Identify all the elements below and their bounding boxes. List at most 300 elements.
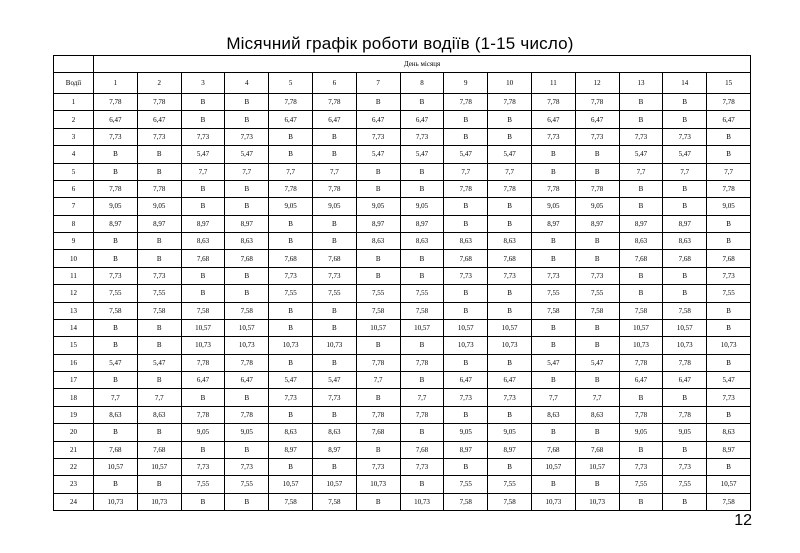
table-cell: 7,58 [707,493,751,510]
table-cell: В [575,372,619,389]
table-row [54,198,751,215]
table-cell: 7,68 [663,250,707,267]
table-cell: 10,73 [444,337,488,354]
table-cell: 7,68 [575,441,619,458]
driver-number: 16 [54,354,94,371]
table-row [54,128,751,145]
table-cell: В [225,493,269,510]
day-header: 5 [269,73,313,94]
table-cell: 7,73 [575,128,619,145]
table-cell: 7,73 [225,458,269,475]
table-cell: 9,05 [619,424,663,441]
table-cell: В [619,267,663,284]
table-cell: 10,73 [269,337,313,354]
driver-number: 14 [54,319,94,336]
table-cell: 7,73 [707,267,751,284]
table-cell: 7,78 [575,180,619,197]
table-cell: 5,47 [400,146,444,163]
table-cell: 7,55 [225,476,269,493]
driver-number: 23 [54,476,94,493]
table-cell: 7,55 [400,285,444,302]
table-cell: В [94,250,138,267]
table-cell: В [531,146,575,163]
table-cell: 6,47 [137,111,181,128]
table-cell: В [269,215,313,232]
table-cell: В [356,389,400,406]
table-cell: В [488,406,532,423]
table-cell: 7,73 [94,128,138,145]
table-cell: 7,68 [619,250,663,267]
driver-number: 20 [54,424,94,441]
table-cell: 8,63 [94,406,138,423]
table-row [54,267,751,284]
table-cell: В [575,476,619,493]
table-cell: В [94,424,138,441]
table-cell: 7,55 [488,476,532,493]
table-cell: В [663,285,707,302]
day-header: 3 [181,73,225,94]
table-cell: В [444,354,488,371]
table-cell: В [619,111,663,128]
table-cell: В [269,146,313,163]
table-row [54,146,751,163]
table-cell: 9,05 [531,198,575,215]
table-cell: В [137,476,181,493]
table-cell: 5,47 [619,146,663,163]
table-cell: 7,78 [400,406,444,423]
table-cell: В [400,476,444,493]
table-cell: В [137,250,181,267]
table-cell: В [531,250,575,267]
table-cell: В [488,198,532,215]
table-cell: 10,73 [225,337,269,354]
table-cell: 7,68 [356,424,400,441]
table-cell: 10,73 [312,337,356,354]
table-cell: 7,78 [619,354,663,371]
table-cell: 7,55 [707,285,751,302]
day-header: 9 [444,73,488,94]
page-title: Місячний графік роботи водіїв (1-15 число) [226,34,574,53]
day-header: 7 [356,73,400,94]
table-cell: 7,68 [707,250,751,267]
day-header: 8 [400,73,444,94]
table-cell: 7,7 [531,389,575,406]
table-cell: 8,63 [663,233,707,250]
table-cell: 7,73 [531,128,575,145]
row-header: Водії [54,73,94,94]
table-cell: В [137,146,181,163]
table-cell: 10,73 [707,337,751,354]
table-cell: В [575,337,619,354]
table-cell: 9,05 [575,198,619,215]
table-cell: 8,63 [137,406,181,423]
table-row [54,337,751,354]
table-cell: 10,73 [94,493,138,510]
table-row [54,389,751,406]
table-cell: 7,55 [444,476,488,493]
table-cell: 8,63 [488,233,532,250]
table-cell: В [269,319,313,336]
table-cell: В [94,476,138,493]
table-cell: 7,68 [531,441,575,458]
table-cell: 8,63 [312,424,356,441]
table-cell: 7,78 [269,180,313,197]
header-row-days [54,73,751,94]
table-cell: 8,97 [94,215,138,232]
table-cell: 7,78 [225,354,269,371]
table-cell: 7,68 [225,250,269,267]
driver-number: 5 [54,163,94,180]
day-header: 10 [488,73,532,94]
table-cell: В [619,198,663,215]
driver-number: 11 [54,267,94,284]
table-cell: 7,73 [488,267,532,284]
table-cell: 7,78 [488,180,532,197]
table-cell: 8,63 [400,233,444,250]
table-cell: 7,78 [269,94,313,111]
table-cell: В [663,389,707,406]
table-cell: В [663,111,707,128]
table-cell: 6,47 [400,111,444,128]
driver-number: 13 [54,302,94,319]
table-cell: В [707,319,751,336]
table-row [54,180,751,197]
table-cell: 7,73 [181,458,225,475]
table-cell: 7,55 [269,285,313,302]
table-cell: 6,47 [356,111,400,128]
table-row [54,476,751,493]
table-cell: В [400,424,444,441]
table-cell: В [488,285,532,302]
table-cell: 7,58 [312,493,356,510]
table-cell: 8,63 [707,424,751,441]
table-cell: В [225,198,269,215]
table-cell: В [312,302,356,319]
table-cell: 7,78 [488,94,532,111]
table-cell: 7,73 [400,128,444,145]
table-cell: 7,68 [94,441,138,458]
table-cell: 7,68 [488,250,532,267]
day-header: 12 [575,73,619,94]
table-cell: 7,73 [181,128,225,145]
table-cell: 7,68 [400,441,444,458]
table-cell: В [400,94,444,111]
table-cell: 10,57 [181,319,225,336]
table-cell: 7,78 [225,406,269,423]
table-cell: В [137,319,181,336]
table-cell: 7,78 [707,94,751,111]
table-cell: 7,73 [663,128,707,145]
table-row [54,111,751,128]
table-cell: В [619,493,663,510]
table-cell: В [663,267,707,284]
table-cell: В [356,493,400,510]
table-cell: В [488,215,532,232]
day-header: 6 [312,73,356,94]
table-cell: 7,7 [707,163,751,180]
table-cell: В [94,337,138,354]
table-cell: В [488,458,532,475]
driver-number: 3 [54,128,94,145]
driver-number: 7 [54,198,94,215]
table-cell: 7,68 [444,250,488,267]
table-cell: 6,47 [575,111,619,128]
table-cell: 10,73 [488,337,532,354]
table-cell: 9,05 [663,424,707,441]
table-cell: 8,63 [356,233,400,250]
table-cell: В [269,406,313,423]
table-cell: 7,55 [531,285,575,302]
table-cell: 7,78 [400,354,444,371]
table-cell: 8,97 [444,441,488,458]
table-cell: 7,7 [269,163,313,180]
driver-number: 1 [54,94,94,111]
table-cell: 10,57 [269,476,313,493]
driver-number: 10 [54,250,94,267]
table-cell: 8,97 [225,215,269,232]
table-cell: В [181,441,225,458]
table-cell: В [269,233,313,250]
table-cell: В [400,250,444,267]
table-cell: В [619,389,663,406]
table-cell: В [707,354,751,371]
day-header: 2 [137,73,181,94]
table-cell: 7,78 [181,406,225,423]
table-cell: В [181,493,225,510]
table-cell: 7,55 [619,476,663,493]
table-cell: В [663,180,707,197]
table-cell: 7,55 [575,285,619,302]
table-cell: В [137,233,181,250]
table-cell: 7,73 [400,458,444,475]
table-cell: 7,78 [707,180,751,197]
table-cell: 7,7 [137,389,181,406]
table-cell: В [269,302,313,319]
table-cell: 7,78 [94,180,138,197]
driver-number: 4 [54,146,94,163]
table-cell: 8,63 [225,233,269,250]
table-cell: 10,73 [663,337,707,354]
table-cell: 6,47 [488,372,532,389]
table-cell: В [488,111,532,128]
table-cell: 7,7 [312,163,356,180]
table-row [54,458,751,475]
table-cell: 7,73 [356,128,400,145]
table-cell: 5,47 [575,354,619,371]
day-header: 1 [94,73,138,94]
table-cell: В [312,146,356,163]
table-cell: 7,58 [400,302,444,319]
table-cell: 5,47 [707,372,751,389]
table-cell: 7,58 [575,302,619,319]
table-cell: 10,73 [400,493,444,510]
table-cell: 5,47 [488,146,532,163]
table-cell: 6,47 [663,372,707,389]
day-header: 13 [619,73,663,94]
table-cell: В [181,285,225,302]
table-cell: В [575,163,619,180]
table-cell: В [225,94,269,111]
driver-number: 9 [54,233,94,250]
table-cell: 9,05 [269,198,313,215]
table-cell: 7,55 [137,285,181,302]
table-cell: 7,78 [312,94,356,111]
table-cell: 7,58 [181,302,225,319]
table-cell: 5,47 [356,146,400,163]
table-cell: 7,73 [94,267,138,284]
table-cell: В [94,163,138,180]
table-cell: В [312,458,356,475]
table-cell: 7,73 [444,389,488,406]
table-cell: В [444,198,488,215]
table-row [54,406,751,423]
table-cell: 6,47 [225,372,269,389]
table-cell: 7,7 [94,389,138,406]
table-cell: 9,05 [137,198,181,215]
table-cell: 8,97 [707,441,751,458]
table-cell: 7,7 [225,163,269,180]
table-cell: 7,58 [663,302,707,319]
table-cell: 10,57 [531,458,575,475]
table-cell: В [225,441,269,458]
schedule-table [53,55,751,511]
table-cell: 9,05 [444,424,488,441]
table-row [54,354,751,371]
table-cell: В [312,233,356,250]
table-cell: В [269,354,313,371]
table-cell: 10,57 [619,319,663,336]
table-row [54,493,751,510]
driver-number: 22 [54,458,94,475]
table-cell: В [707,146,751,163]
table-cell: 7,73 [312,267,356,284]
table-cell: В [619,285,663,302]
table-row [54,319,751,336]
table-cell: 8,97 [663,215,707,232]
table-cell: В [94,233,138,250]
table-cell: 10,57 [707,476,751,493]
table-cell: 7,78 [575,94,619,111]
table-cell: В [400,372,444,389]
table-cell: 7,78 [663,406,707,423]
table-cell: В [94,319,138,336]
table-cell: 7,55 [356,285,400,302]
table-cell: 7,7 [575,389,619,406]
table-cell: В [356,337,400,354]
table-cell: В [312,128,356,145]
table-cell: 9,05 [356,198,400,215]
table-cell: 7,55 [181,476,225,493]
table-cell: В [531,476,575,493]
table-cell: 8,63 [531,406,575,423]
table-cell: 9,05 [312,198,356,215]
table-cell: 8,97 [356,215,400,232]
table-cell: В [94,146,138,163]
table-cell: В [663,94,707,111]
table-cell: В [356,94,400,111]
table-cell: 7,78 [94,94,138,111]
table-row [54,215,751,232]
table-cell: В [181,94,225,111]
table-cell: 10,57 [663,319,707,336]
table-cell: 6,47 [707,111,751,128]
table-cell: В [400,267,444,284]
table-cell: В [356,441,400,458]
table-cell: 10,57 [94,458,138,475]
table-cell: 7,73 [137,128,181,145]
table-cell: 8,97 [531,215,575,232]
table-row [54,372,751,389]
table-cell: 7,78 [312,180,356,197]
table-cell: В [707,406,751,423]
table-cell: В [444,128,488,145]
table-cell: 10,57 [575,458,619,475]
table-cell: В [707,233,751,250]
table-cell: 6,47 [94,111,138,128]
table-cell: 8,63 [619,233,663,250]
table-cell: 6,47 [619,372,663,389]
group-header: День місяця [94,56,751,73]
table-cell: В [356,267,400,284]
table-cell: 5,47 [663,146,707,163]
table-cell: В [269,128,313,145]
table-cell: 7,7 [400,389,444,406]
table-cell: 8,97 [575,215,619,232]
table-cell: 5,47 [181,146,225,163]
table-cell: 7,58 [356,302,400,319]
table-cell: 6,47 [269,111,313,128]
driver-number: 19 [54,406,94,423]
table-cell: 8,97 [137,215,181,232]
table-cell: 7,78 [356,354,400,371]
table-cell: В [312,319,356,336]
table-cell: В [356,163,400,180]
table-cell: 8,63 [444,233,488,250]
table-cell: В [356,250,400,267]
table-row [54,163,751,180]
table-cell: В [137,163,181,180]
table-cell: 7,7 [663,163,707,180]
table-row [54,250,751,267]
table-cell: В [663,493,707,510]
table-cell: 7,55 [312,285,356,302]
header-row-group [54,56,751,73]
table-cell: В [488,128,532,145]
table-cell: 6,47 [181,372,225,389]
table-cell: 7,73 [356,458,400,475]
table-cell: 7,78 [619,406,663,423]
table-cell: В [488,302,532,319]
header-empty-cell [54,56,94,73]
table-cell: В [181,111,225,128]
table-cell: 7,58 [137,302,181,319]
table-cell: 7,55 [94,285,138,302]
table-cell: 7,78 [356,406,400,423]
table-cell: В [181,198,225,215]
table-cell: 8,97 [181,215,225,232]
table-cell: 8,63 [269,424,313,441]
table-cell: 5,47 [225,146,269,163]
table-cell: 8,97 [400,215,444,232]
table-cell: В [94,372,138,389]
table-cell: 7,78 [531,180,575,197]
table-cell: В [663,198,707,215]
table-cell: 10,57 [488,319,532,336]
table-cell: В [181,180,225,197]
table-cell: 10,73 [575,493,619,510]
table-cell: В [444,458,488,475]
table-cell: В [312,406,356,423]
